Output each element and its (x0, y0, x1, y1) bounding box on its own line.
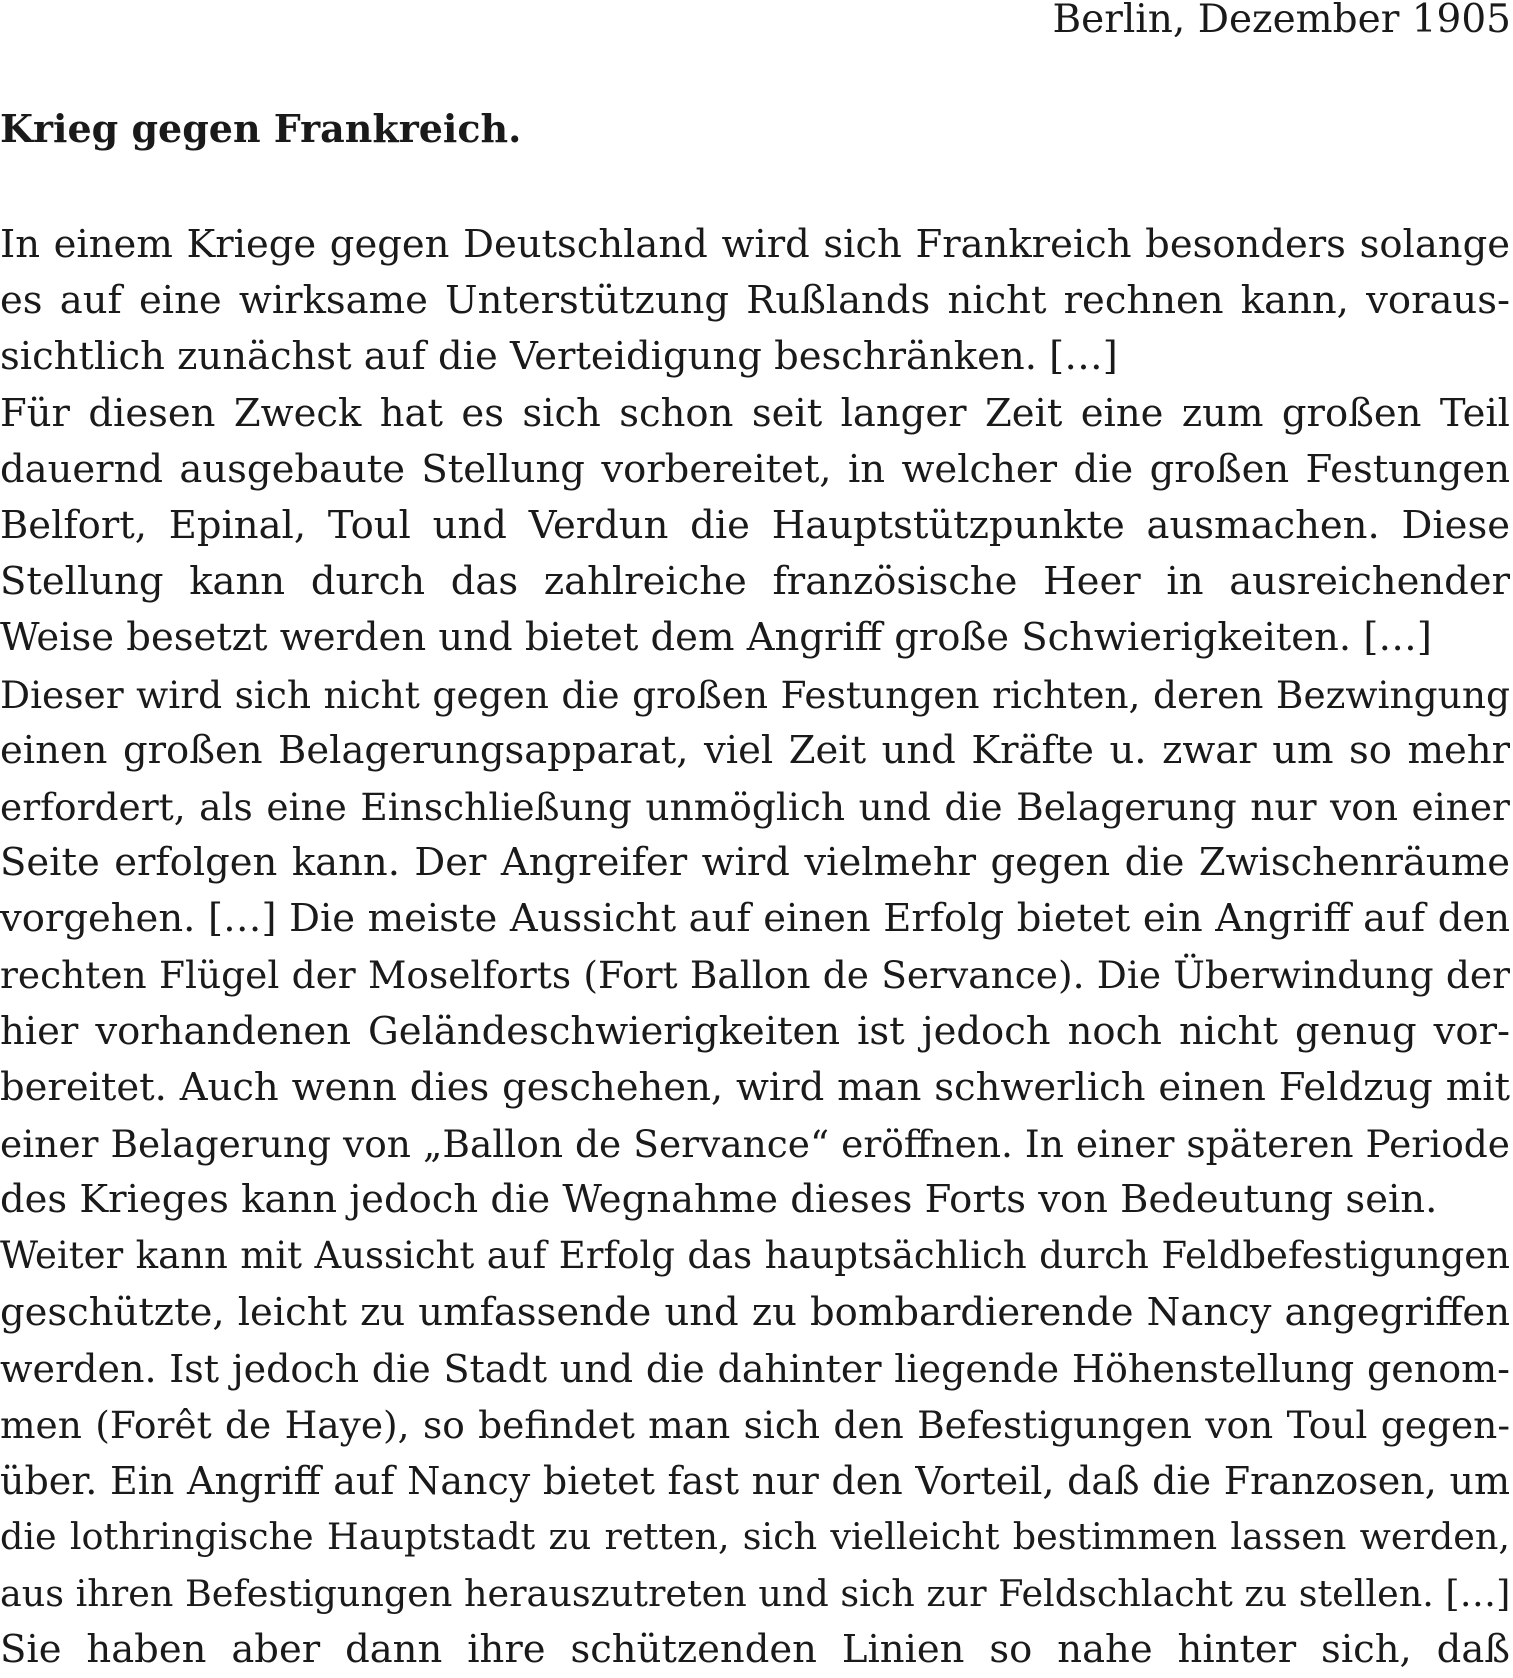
date-line: Berlin, Dezember 1905 (1052, 0, 1511, 42)
text-line: hier vorhandenen Geländeschwierigkeiten ist jedoch noch nicht genug vor- (0, 1008, 1510, 1054)
text-line: dauernd ausgebaute Stellung vorbereitet, in welcher die großen Festungen (0, 446, 1510, 492)
text-line: rechten Flügel der Moselforts (Fort Ballon de Servance). Die Überwindung der (0, 953, 1510, 998)
text-line: Dieser wird sich nicht gegen die großen Festungen richten, deren Bezwingung (0, 672, 1510, 717)
text-line: Für diesen Zweck hat es sich schon seit langer Zeit eine zum großen Teil (0, 390, 1510, 436)
text-line: In einem Kriege gegen Deutschland wird sich Frankreich besonders solange (0, 222, 1510, 267)
text-line: erfordert, als eine Einschließung unmöglich und die Belagerung nur von einer (0, 784, 1510, 829)
text-line: Weise besetzt werden und bietet dem Angriff große Schwierigkeiten. […] (0, 615, 1432, 661)
text-line: Seite erfolgen kann. Der Angreifer wird vielmehr gegen die Zwischenräume (0, 840, 1510, 886)
text-line: Weiter kann mit Aussicht auf Erfolg das hauptsächlich durch Feldbefestigungen (0, 1234, 1510, 1278)
text-line: einer Belagerung von „Ballon de Servance“ eröffnen. In einer späteren Periode (0, 1122, 1510, 1166)
text-line: es auf eine wirksame Unterstützung Rußlands nicht rechnen kann, voraus- (0, 278, 1510, 324)
text-line: werden. Ist jedoch die Stadt und die dahinter liegende Höhenstellung genom- (0, 1346, 1510, 1391)
text-line: Stellung kann durch das zahlreiche französische Heer in ausreichender (0, 559, 1510, 605)
body-text (0, 217, 1510, 1678)
text-line: vorgehen. […] Die meiste Aussicht auf einen Erfolg bietet ein Angriff auf den (0, 896, 1510, 942)
text-line: Sie haben aber dann ihre schützenden Linien so nahe hinter sich, daß (0, 1626, 1510, 1672)
text-line: über. Ein Angriff auf Nancy bietet fast nur den Vorteil, daß die Franzosen, um (0, 1459, 1510, 1504)
text-line: Belfort, Epinal, Toul und Verdun die Hauptstützpunkte ausmachen. Diese (0, 502, 1510, 548)
text-line: men (Forêt de Haye), so befindet man sich den Befestigungen von Toul gegen- (0, 1402, 1510, 1447)
text-line: sichtlich zunächst auf die Verteidigung beschränken. […] (0, 334, 1118, 380)
document-heading: Krieg gegen Frankreich. (0, 106, 522, 151)
text-line: geschützte, leicht zu umfassende und zu bombardierende Nancy angegriffen (0, 1289, 1510, 1335)
text-line: des Krieges kann jedoch die Wegnahme dieses Forts von Bedeutung sein. (0, 1177, 1438, 1223)
text-line: bereitet. Auch wenn dies geschehen, wird man schwerlich einen Feldzug mit (0, 1064, 1510, 1110)
text-line: aus ihren Befestigungen herauszutreten und sich zur Feldschlacht zu stellen. […] (0, 1571, 1510, 1615)
text-line: die lothringische Hauptstadt zu retten, sich vielleicht bestimmen lassen werden, (0, 1515, 1510, 1559)
text-line: einen großen Belagerungsapparat, viel Zeit und Kräfte u. zwar um so mehr (0, 727, 1510, 773)
